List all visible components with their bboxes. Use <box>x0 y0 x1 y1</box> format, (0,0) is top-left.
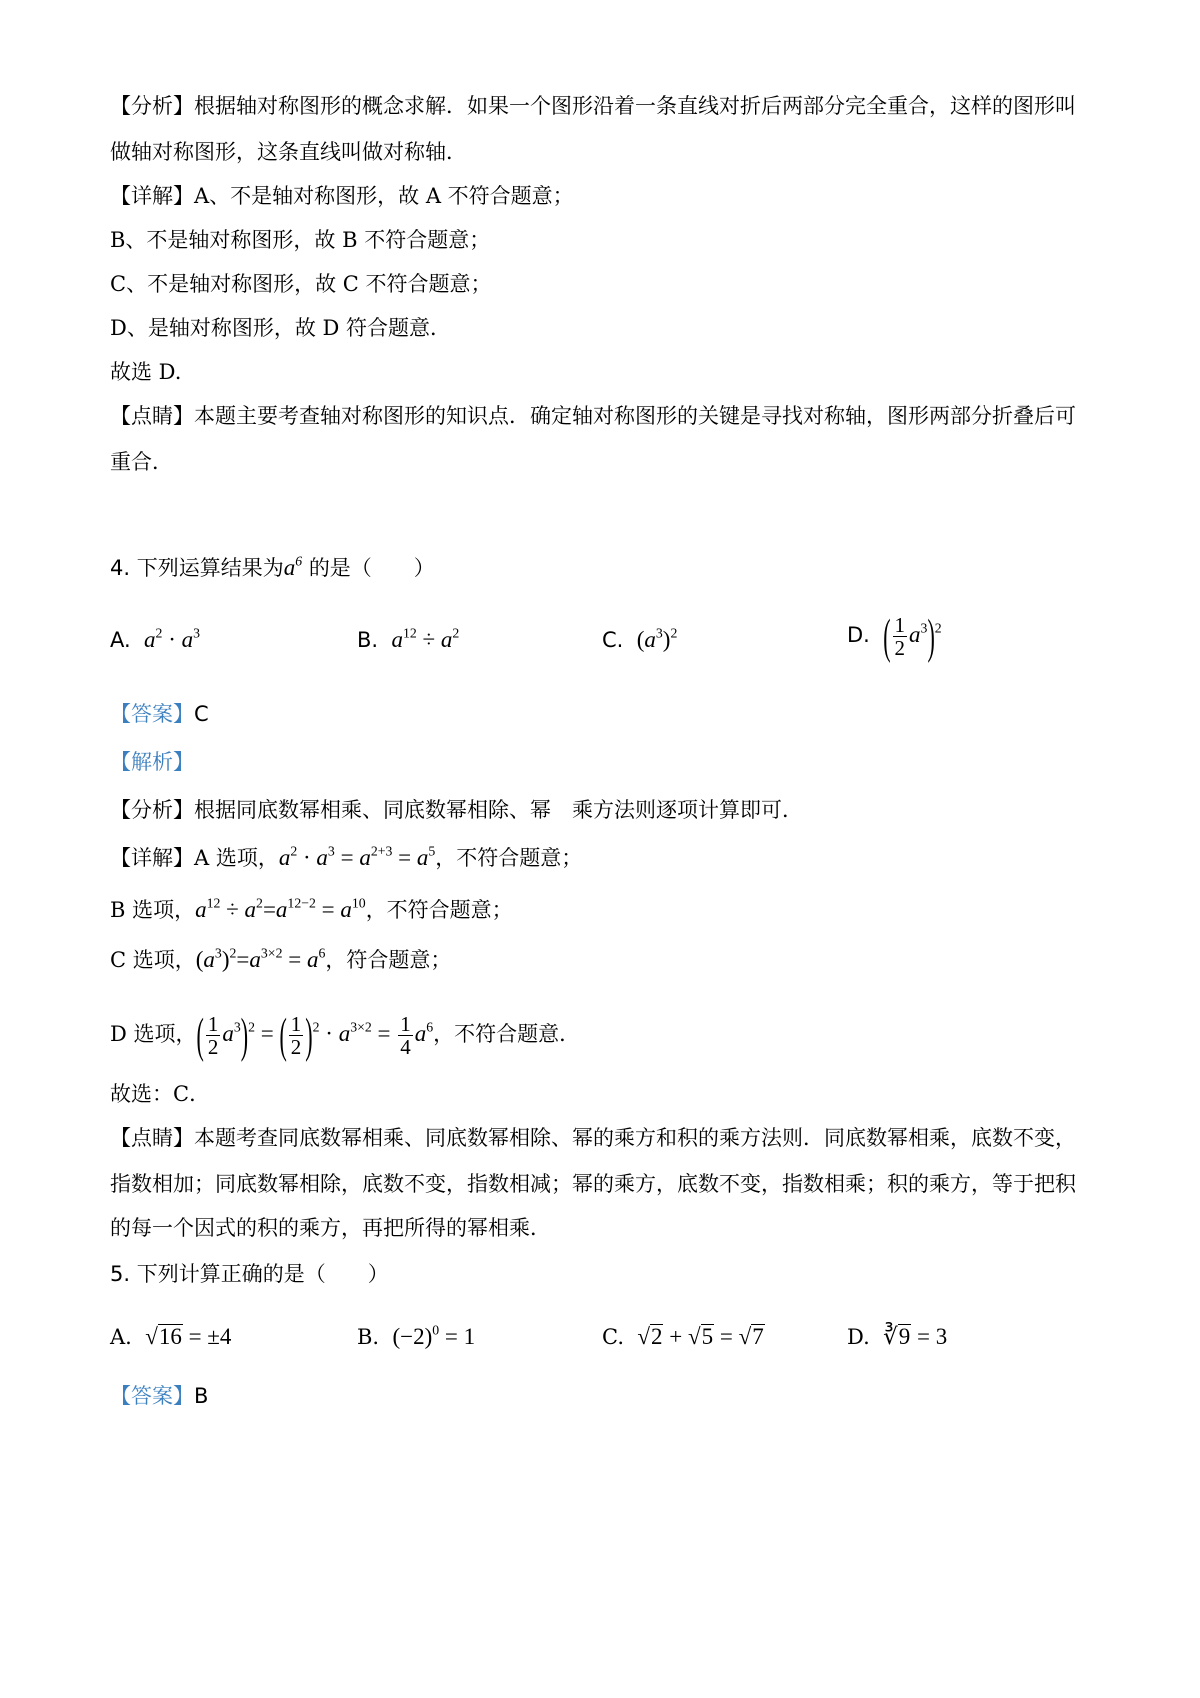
q3-note-line1: 【点睛】本题主要考查轴对称图形的知识点．确定轴对称图形的关键是寻找对称轴，图形两部分折叠后可 <box>110 404 1076 428</box>
q4-detail-d-math: ( $\frac{1}{2}$ $a^3)^2$ = ( $\frac{1}{2}$ )$^2 \cdot a^{3\times 2}$ = $\frac{1}{4}$ $a^6$ <box>196 1006 434 1062</box>
q4-option-d-expr: ( $\frac{1}{2}$ $a^3)^2$ <box>883 607 942 663</box>
q4-detail-b-math: $a^{12} \div a^2=a^{12-2} = a^{10}$ <box>195 895 366 922</box>
q5-option-b-expr: $(-2)^0 = 1$ <box>392 1322 476 1349</box>
q4-note-line2: 指数相加；同底数幂相除，底数不变，指数相减；幂的乘方，底数不变，指数相乘；积的乘方，等于把积 <box>110 1172 1076 1196</box>
q5-option-c-expr: √2 + √5 = √7 <box>637 1324 764 1349</box>
q4-detail-c-suffix: ，符合题意； <box>325 948 452 972</box>
q5-option-d-expr: ∛9 = 3 <box>883 1324 948 1349</box>
q5-stem: 5. 下列计算正确的是（ ） <box>110 1262 389 1286</box>
q4-detail-c-math: $(a^3)^2=a^{3\times 2} = a^6$ <box>195 945 326 972</box>
q4-detail-c <box>110 945 451 975</box>
q4-option-d-label: D. <box>847 622 870 647</box>
q4-detail-a-prefix: 【详解】A 选项， <box>110 846 279 870</box>
q5-answer-tag: 【答案】 <box>110 1384 194 1408</box>
q4-answer <box>110 699 209 729</box>
q4-detail-a <box>110 843 582 873</box>
q5-option-b <box>357 1322 475 1352</box>
q4-option-c-expr: $(a^3)^2$ <box>636 625 678 652</box>
q3-note-line2: 重合． <box>110 450 173 474</box>
q4-detail-a-math: $a^2 \cdot a^3 = a^{2+3} = a^5$ <box>278 843 436 870</box>
q4-explain-tag: 【解析】 <box>110 750 194 774</box>
q4-answer-tag: 【答案】 <box>110 702 194 726</box>
q4-option-a-label: A. <box>110 628 131 652</box>
q5-option-d-label: D. <box>847 1325 870 1349</box>
q4-detail-d <box>110 1006 581 1062</box>
q5-answer-value: B <box>194 1384 209 1408</box>
q4-option-c-label: C. <box>602 628 624 652</box>
q3-analysis-line1: 【分析】根据轴对称图形的概念求解．如果一个图形沿着一条直线对折后两部分完全重合，这样的图形叫 <box>110 94 1076 118</box>
q4-note-line3: 的每一个因式的积的乘方，再把所得的幂相乘． <box>110 1216 551 1240</box>
q4-detail-d-prefix: D 选项， <box>110 1021 197 1046</box>
q5-option-a <box>110 1322 231 1352</box>
q3-detail-line3: C、不是轴对称图形，故 C 不符合题意； <box>110 272 492 296</box>
q3-choice: 故选 D. <box>110 360 182 384</box>
q3-detail-line4: D、是轴对称图形，故 D 符合题意． <box>110 316 452 340</box>
q4-detail-d-suffix: ，不符合题意． <box>433 1021 581 1046</box>
q4-option-d <box>847 607 942 663</box>
q4-stem-suffix: 的是（ ） <box>308 556 435 580</box>
q3-detail-line1: 【详解】A、不是轴对称图形，故 A 不符合题意； <box>110 184 574 208</box>
q3-analysis-line2: 做轴对称图形，这条直线叫做对称轴． <box>110 140 467 164</box>
q4-detail-b-prefix: B 选项， <box>110 898 196 922</box>
q4-choice: 故选：C． <box>110 1082 211 1106</box>
q5-option-c <box>602 1322 765 1352</box>
q4-detail-a-suffix: ，不符合题意； <box>435 846 583 870</box>
q5-answer <box>110 1381 208 1411</box>
q4-stem-prefix: 4. 下列运算结果为 <box>110 556 284 580</box>
q4-answer-value: C <box>194 702 209 726</box>
q4-option-b-label: B. <box>357 628 379 652</box>
q3-detail-line2: B、不是轴对称图形，故 B 不符合题意； <box>110 228 491 252</box>
q4-detail-b-suffix: ，不符合题意； <box>365 898 513 922</box>
q5-option-b-label: B. <box>357 1325 380 1349</box>
q4-analysis: 【分析】根据同底数幂相乘、同底数幂相除、幂 乘方法则逐项计算即可． <box>110 798 803 822</box>
q4-option-a-expr: $a^2 \cdot a^3$ <box>144 625 201 652</box>
q4-option-b-expr: $a^{12} \div a^2$ <box>391 625 460 652</box>
q5-option-c-label: C. <box>602 1325 624 1349</box>
q4-stem-exp: 6 <box>295 553 303 569</box>
q4-detail-b <box>110 895 513 925</box>
q4-stem-var: a <box>283 555 296 580</box>
q4-option-a <box>110 625 200 655</box>
q5-option-a-expr: √16 = ±4 <box>145 1324 232 1349</box>
q4-option-b <box>357 625 459 655</box>
q5-option-d <box>847 1322 947 1352</box>
q4-stem <box>110 553 435 583</box>
q4-detail-c-prefix: C 选项， <box>110 948 196 972</box>
q5-option-a-label: A. <box>110 1325 132 1349</box>
q4-option-c <box>602 625 677 655</box>
q4-note-line1: 【点睛】本题考查同底数幂相乘、同底数幂相除、幂的乘方和积的乘方法则．同底数幂相乘，底数不变， <box>110 1126 1076 1150</box>
